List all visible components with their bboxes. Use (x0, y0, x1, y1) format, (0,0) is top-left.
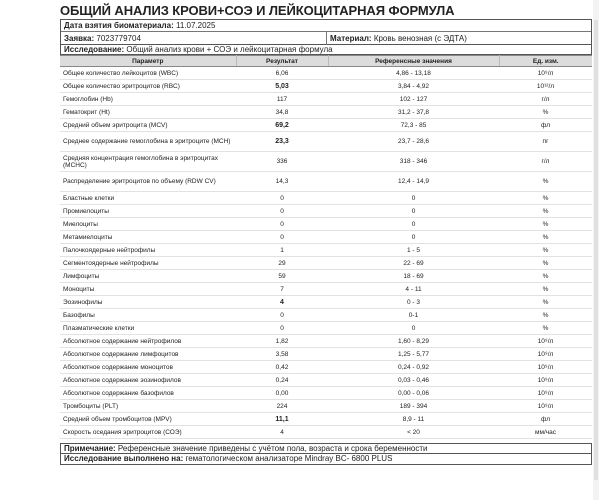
reference-cell: 1,60 - 8,29 (328, 335, 499, 348)
result-cell: 336 (236, 152, 328, 172)
param-cell: Средний объем эритроцита (MCV) (60, 119, 236, 132)
unit-cell: г/л (499, 93, 592, 106)
reference-cell: 0,24 - 0,92 (328, 361, 499, 374)
unit-cell: % (499, 257, 592, 270)
param-cell: Средний объем тромбоцитов (MPV) (60, 413, 236, 426)
unit-cell: % (499, 205, 592, 218)
result-cell: 1 (236, 244, 328, 257)
result-cell: 11,1 (236, 413, 328, 426)
analyzer-value: гематологическом анализаторе Mindray BC- 6800 PLUS (185, 454, 393, 463)
param-cell: Среднее содержание гемоглобина в эритроците (MCH) (60, 132, 236, 152)
unit-cell: % (499, 270, 592, 283)
table-row (60, 387, 592, 400)
result-cell: 0,42 (236, 361, 328, 374)
note-row (60, 443, 592, 454)
param-cell: Распределение эритроцитов по объему (RDW CV) (60, 172, 236, 192)
reference-cell: 23,7 - 28,6 (328, 132, 499, 152)
reference-cell: 31,2 - 37,8 (328, 106, 499, 119)
param-cell: Средняя концентрация гемоглобина в эритроцитах (MCHC) (60, 152, 236, 172)
table-row (60, 257, 592, 270)
unit-cell: фл (499, 413, 592, 426)
unit-cell: 10⁹/л (499, 400, 592, 413)
unit-cell: 10⁹/л (499, 361, 592, 374)
result-cell: 0 (236, 205, 328, 218)
param-cell: Базофилы (60, 309, 236, 322)
col-header-reference: Референсные значения (328, 56, 499, 67)
reference-cell: 318 - 346 (328, 152, 499, 172)
result-cell: 6,06 (236, 67, 328, 80)
unit-cell: % (499, 106, 592, 119)
table-row (60, 152, 592, 172)
param-cell: Тромбоциты (PLT) (60, 400, 236, 413)
param-cell: Абсолютное содержание моноцитов (60, 361, 236, 374)
table-row (60, 374, 592, 387)
table-row (60, 335, 592, 348)
note-value: Референсные значение приведены с учётом пола, возраста и срока беременности (117, 444, 428, 453)
unit-cell: г/л (499, 152, 592, 172)
param-cell: Гематокрит (Ht) (60, 106, 236, 119)
analyzer-row (60, 454, 592, 465)
result-cell: 0 (236, 322, 328, 335)
result-cell: 224 (236, 400, 328, 413)
material-label: Материал: (330, 34, 372, 43)
result-cell: 59 (236, 270, 328, 283)
reference-cell: 4,86 - 13,18 (328, 67, 499, 80)
order-value: 7023779704 (96, 34, 141, 43)
result-cell: 0 (236, 192, 328, 205)
param-cell: Плазматические клетки (60, 322, 236, 335)
unit-cell: 10⁹/л (499, 67, 592, 80)
result-cell: 1,82 (236, 335, 328, 348)
unit-cell: фл (499, 119, 592, 132)
unit-cell: % (499, 296, 592, 309)
unit-cell: 10⁹/л (499, 374, 592, 387)
param-cell: Абсолютное содержание эозинофилов (60, 374, 236, 387)
unit-cell: % (499, 283, 592, 296)
param-cell: Метамиелоциты (60, 231, 236, 244)
reference-cell: 0-1 (328, 309, 499, 322)
reference-cell: 72,3 - 85 (328, 119, 499, 132)
table-row (60, 244, 592, 257)
unit-cell: 10⁹/л (499, 387, 592, 400)
order-label: Заявка: (64, 34, 95, 43)
unit-cell: % (499, 192, 592, 205)
reference-cell: 1 - 5 (328, 244, 499, 257)
reference-cell: 0 (328, 231, 499, 244)
reference-cell: 22 - 69 (328, 257, 499, 270)
sample-date-label: Дата взятия биоматериала: (64, 21, 174, 30)
unit-cell: мм/час (499, 426, 592, 439)
reference-cell: 0 - 3 (328, 296, 499, 309)
table-header-row (60, 56, 592, 67)
reference-cell: 102 - 127 (328, 93, 499, 106)
unit-cell: 10⁹/л (499, 335, 592, 348)
result-cell: 29 (236, 257, 328, 270)
result-cell: 34,8 (236, 106, 328, 119)
material-value: Кровь венозная (с ЭДТА) (373, 34, 467, 43)
result-cell: 0,00 (236, 387, 328, 400)
study-label: Исследование: (64, 45, 125, 54)
table-row (60, 132, 592, 152)
unit-cell: % (499, 309, 592, 322)
analyzer-label: Исследование выполнено на: (64, 454, 184, 463)
table-row (60, 426, 592, 439)
result-cell: 4 (236, 426, 328, 439)
table-row (60, 119, 592, 132)
report-title: ОБЩИЙ АНАЛИЗ КРОВИ+СОЭ И ЛЕЙКОЦИТАРНАЯ ФОРМУЛА (60, 3, 455, 18)
table-row (60, 106, 592, 119)
result-cell: 0,24 (236, 374, 328, 387)
table-row (60, 231, 592, 244)
reference-cell: 0 (328, 322, 499, 335)
unit-cell: пг (499, 132, 592, 152)
study-value: Общий анализ крови + СОЭ и лейкоцитарная формула (126, 45, 333, 54)
reference-cell: 0 (328, 205, 499, 218)
param-cell: Скорость оседания эритроцитов (СОЭ) (60, 426, 236, 439)
table-row (60, 413, 592, 426)
reference-cell: 0,00 - 0,06 (328, 387, 499, 400)
sample-date-row (61, 20, 591, 32)
result-cell: 0 (236, 309, 328, 322)
reference-cell: 12,4 - 14,9 (328, 172, 499, 192)
reference-cell: 0 (328, 192, 499, 205)
param-cell: Бластные клетки (60, 192, 236, 205)
result-cell: 0 (236, 231, 328, 244)
unit-cell: 10⁹/л (499, 348, 592, 361)
result-cell: 5,03 (236, 80, 328, 93)
col-header-parameter: Параметр (60, 56, 236, 67)
unit-cell: % (499, 231, 592, 244)
sample-date (61, 20, 218, 31)
reference-cell: < 20 (328, 426, 499, 439)
unit-cell: % (499, 218, 592, 231)
table-row (60, 361, 592, 374)
reference-cell: 18 - 69 (328, 270, 499, 283)
reference-cell: 189 - 394 (328, 400, 499, 413)
param-cell: Общее количество эритроцитов (RBC) (60, 80, 236, 93)
sample-date-value: 11.07.2025 (175, 21, 216, 30)
table-row (60, 322, 592, 335)
table-row (60, 270, 592, 283)
table-row (60, 67, 592, 80)
reference-cell: 3,84 - 4,92 (328, 80, 499, 93)
param-cell: Абсолютное содержание нейтрофилов (60, 335, 236, 348)
table-row (60, 348, 592, 361)
result-cell: 3,58 (236, 348, 328, 361)
unit-cell: % (499, 172, 592, 192)
study (61, 44, 336, 55)
param-cell: Лимфоциты (60, 270, 236, 283)
reference-cell: 0 (328, 218, 499, 231)
reference-cell: 0,03 - 0,46 (328, 374, 499, 387)
result-cell: 69,2 (236, 119, 328, 132)
reference-cell: 4 - 11 (328, 283, 499, 296)
table-row (60, 309, 592, 322)
param-cell: Абсолютное содержание лимфоцитов (60, 348, 236, 361)
param-cell: Эозинофилы (60, 296, 236, 309)
note-label: Примечание: (64, 444, 116, 453)
col-header-unit: Ед. изм. (499, 56, 592, 67)
unit-cell: % (499, 244, 592, 257)
results-table (60, 55, 592, 439)
param-cell: Сегментоядерные нейтрофилы (60, 257, 236, 270)
vertical-scrollbar[interactable] (593, 0, 599, 500)
table-row (60, 80, 592, 93)
study-row (60, 44, 592, 55)
param-cell: Промиелоциты (60, 205, 236, 218)
report-header (60, 19, 592, 45)
reference-cell: 1,25 - 5,77 (328, 348, 499, 361)
table-row (60, 218, 592, 231)
param-cell: Гемоглобин (Hb) (60, 93, 236, 106)
result-cell: 7 (236, 283, 328, 296)
result-cell: 23,3 (236, 132, 328, 152)
table-row (60, 192, 592, 205)
table-row (60, 205, 592, 218)
table-row (60, 172, 592, 192)
param-cell: Моноциты (60, 283, 236, 296)
param-cell: Миелоциты (60, 218, 236, 231)
table-row (60, 93, 592, 106)
param-cell: Палочкоядерные нейтрофилы (60, 244, 236, 257)
unit-cell: % (499, 322, 592, 335)
result-cell: 117 (236, 93, 328, 106)
result-cell: 0 (236, 218, 328, 231)
param-cell: Общее количество лейкоцитов (WBC) (60, 67, 236, 80)
unit-cell: 10¹²/л (499, 80, 592, 93)
col-header-result: Результат (236, 56, 328, 67)
table-row (60, 400, 592, 413)
reference-cell: 8,9 - 11 (328, 413, 499, 426)
table-row (60, 296, 592, 309)
table-row (60, 283, 592, 296)
param-cell: Абсолютное содержание базофилов (60, 387, 236, 400)
scrollbar-thumb[interactable] (594, 20, 598, 480)
result-cell: 4 (236, 296, 328, 309)
result-cell: 14,3 (236, 172, 328, 192)
